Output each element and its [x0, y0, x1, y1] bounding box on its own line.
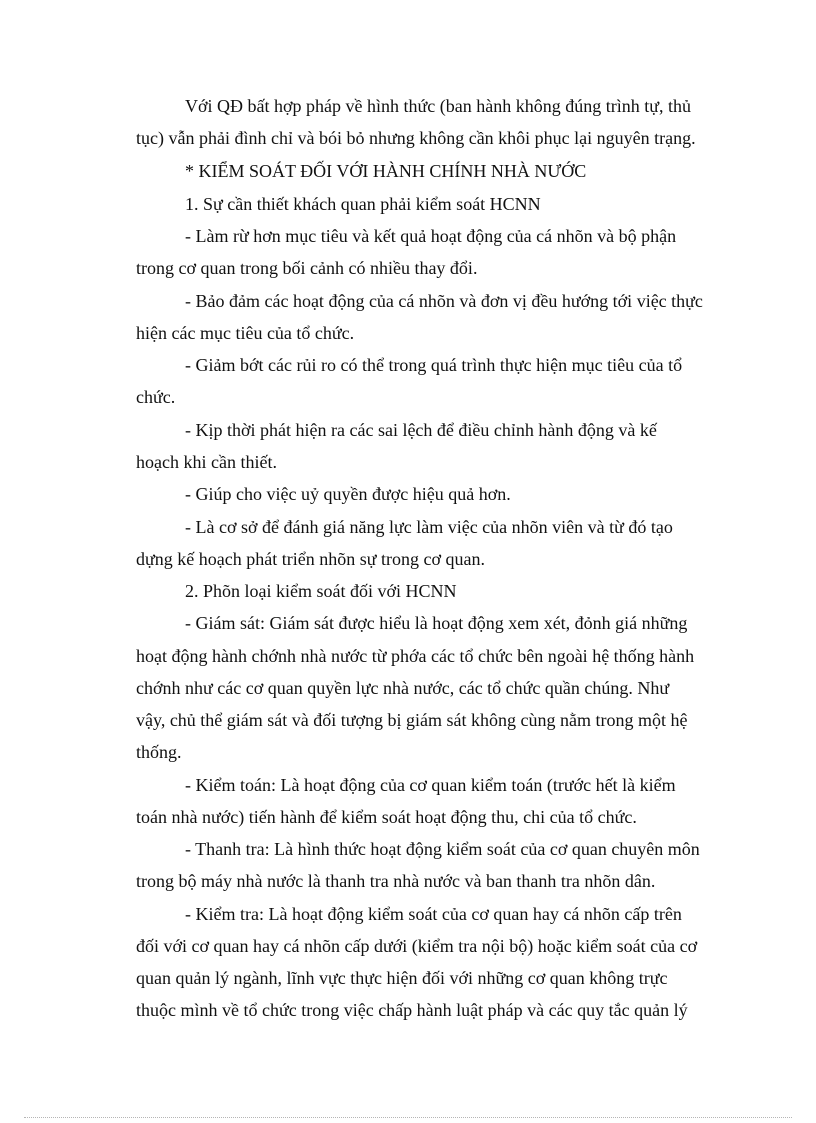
- text-line: hoạt động hành chớnh nhà nước từ phớa các tổ chức bên ngoài hệ thống hành: [136, 646, 695, 666]
- text-line: hiện các mục tiêu của tổ chức.: [136, 323, 355, 343]
- text-line: tục) vẫn phải đình chỉ và bói bỏ nhưng không cần khôi phục lại nguyên trạng.: [136, 128, 696, 148]
- text-line: - Kiểm tra: Là hoạt động kiểm soát của cơ quan hay cá nhõn cấp trên: [185, 904, 682, 924]
- text-line: chức.: [136, 387, 176, 407]
- text-line: thuộc mình về tổ chức trong việc chấp hành luật pháp và các quy tắc quản lý: [136, 1000, 688, 1020]
- text-line: vậy, chủ thể giám sát và đối tượng bị giám sát không cùng nằm trong một hệ: [136, 710, 688, 730]
- text-line: chớnh như các cơ quan quyền lực nhà nước, các tổ chức quần chúng. Như: [136, 678, 670, 698]
- text-line: trong cơ quan trong bối cảnh có nhiều thay đổi.: [136, 258, 478, 278]
- text-line: - Thanh tra: Là hình thức hoạt động kiểm soát của cơ quan chuyên môn: [185, 839, 700, 859]
- text-line: toán nhà nước) tiến hành để kiểm soát hoạt động thu, chi của tổ chức.: [136, 807, 637, 827]
- text-line: - Bảo đảm các hoạt động của cá nhõn và đơn vị đều hướng tới việc thực: [185, 291, 703, 311]
- text-line: Với QĐ bất hợp pháp về hình thức (ban hành không đúng trình tự, thủ: [185, 96, 691, 116]
- subsection-heading: 1. Sự cần thiết khách quan phải kiểm soát HCNN: [185, 194, 541, 214]
- text-line: quan quản lý ngành, lĩnh vực thực hiện đối với những cơ quan không trực: [136, 968, 668, 988]
- text-line: hoạch khi cần thiết.: [136, 452, 277, 472]
- section-heading: * KIỂM SOÁT ĐỐI VỚI HÀNH CHÍNH NHÀ NƯỚC: [185, 161, 587, 181]
- text-line: dựng kế hoạch phát triển nhõn sự trong cơ quan.: [136, 549, 485, 569]
- text-line: trong bộ máy nhà nước là thanh tra nhà nước và ban thanh tra nhõn dân.: [136, 871, 656, 891]
- text-line: - Kịp thời phát hiện ra các sai lệch để điều chỉnh hành động và kế: [185, 420, 657, 440]
- text-line: thống.: [136, 742, 182, 762]
- text-line: - Giám sát: Giám sát được hiểu là hoạt động xem xét, đỏnh giá những: [185, 613, 688, 633]
- text-line: - Giảm bớt các rủi ro có thể trong quá trình thực hiện mục tiêu của tổ: [185, 355, 683, 375]
- text-line: - Kiểm toán: Là hoạt động của cơ quan kiểm toán (trước hết là kiểm: [185, 775, 676, 795]
- page-bottom-divider: [24, 1117, 792, 1118]
- text-line: - Giúp cho việc uỷ quyền được hiệu quả hơn.: [185, 484, 511, 504]
- text-line: đối với cơ quan hay cá nhõn cấp dưới (kiểm tra nội bộ) hoặc kiểm soát của cơ: [136, 936, 698, 956]
- text-line: - Làm rừ hơn mục tiêu và kết quả hoạt động của cá nhõn và bộ phận: [185, 226, 677, 246]
- text-line: - Là cơ sở để đánh giá năng lực làm việc của nhõn viên và từ đó tạo: [185, 517, 673, 537]
- subsection-heading: 2. Phõn loại kiểm soát đối với HCNN: [185, 581, 457, 601]
